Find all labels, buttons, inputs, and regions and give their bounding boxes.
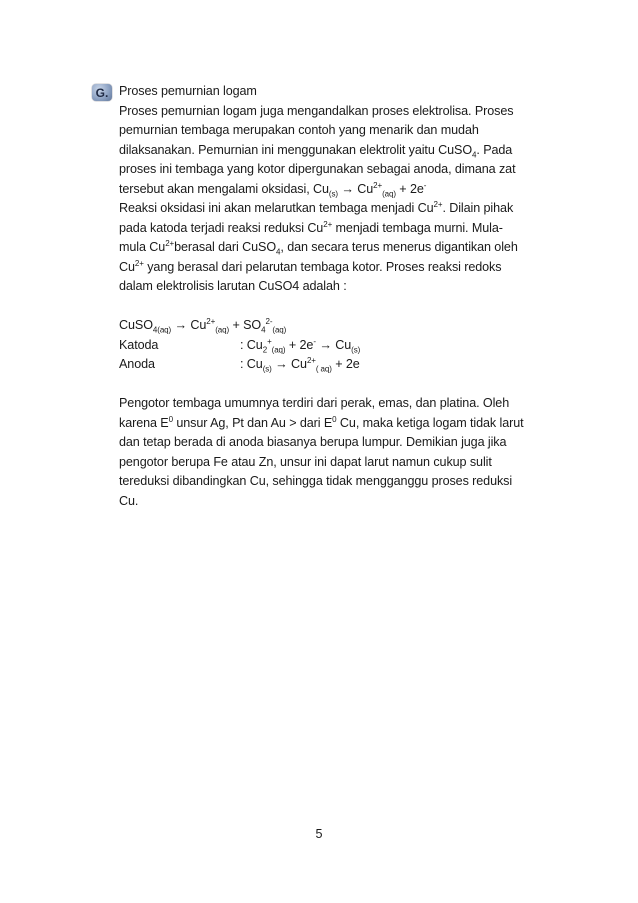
text: CuSO xyxy=(119,318,153,332)
superscript: - xyxy=(423,180,427,190)
anoda-label: Anoda xyxy=(119,357,155,371)
anoda-reaction xyxy=(240,355,360,375)
superscript: 2+ xyxy=(433,199,443,209)
paragraph-1-line-6 xyxy=(119,199,569,219)
text: pada katoda terjadi reaksi reduksi Cu xyxy=(119,220,324,235)
text: karena E xyxy=(119,415,169,430)
superscript: 2+ xyxy=(306,355,316,365)
text: + 2e xyxy=(285,337,314,352)
paragraph-1-line-4: proses ini tembaga yang kotor dipergunakan sebagai anoda, dimana zat xyxy=(119,162,516,176)
katoda-label: Katoda xyxy=(119,337,159,352)
superscript: 2+ xyxy=(373,180,383,190)
text: . Dilain pihak xyxy=(442,201,514,215)
text: tersebut akan mengalami oksidasi, Cu xyxy=(119,181,329,196)
paragraph-2-line-2 xyxy=(119,414,569,434)
paragraph-2-line-5: tereduksi dibandingkan Cu, sehingga tidak mengganggu proses reduksi xyxy=(119,474,513,488)
paragraph-1-line-3 xyxy=(119,141,569,161)
text: Reaksi oksidasi ini akan melarutkan tembaga menjadi Cu xyxy=(119,201,434,215)
text: : Cu xyxy=(240,357,263,371)
text: + 2e xyxy=(331,357,360,371)
subscript: ( aq) xyxy=(315,364,332,374)
spacer xyxy=(119,297,569,317)
text: menjadi tembaga murni. Mula- xyxy=(332,220,503,235)
paragraph-2-line-3: dan tetap berada di anoda biasanya berupa lumpur. Demikian juga jika xyxy=(119,435,507,449)
text: unsur Ag, Pt dan Au > dari E xyxy=(172,415,333,430)
equations-block xyxy=(119,316,569,375)
paragraph-1-line-8 xyxy=(119,238,569,258)
superscript: 2+ xyxy=(134,258,144,268)
paragraph-1-line-7 xyxy=(119,219,569,239)
subscript: 4 xyxy=(276,247,281,257)
text: , dan secara terus menerus digantikan oleh xyxy=(280,240,518,254)
superscript: 0 xyxy=(168,414,173,424)
subscript: 4 xyxy=(261,325,266,335)
section-content xyxy=(119,82,569,511)
text: + SO xyxy=(229,318,262,332)
text: dilaksanakan. Pemurnian ini menggunakan elektrolit yaitu CuSO xyxy=(119,142,473,157)
text: yang berasal dari pelarutan tembaga kotor. Proses reaksi redoks xyxy=(143,259,502,274)
paragraph-2-line-1: Pengotor tembaga umumnya terdiri dari perak, emas, dan platina. Oleh xyxy=(119,396,510,410)
page-number: 5 xyxy=(315,827,323,841)
text: . Pada xyxy=(476,142,513,157)
text: berasal dari CuSO xyxy=(174,240,277,254)
text: → Cu xyxy=(271,357,307,371)
spacer xyxy=(119,375,569,395)
overall-equation xyxy=(119,316,569,336)
paragraph-1-line-1: Proses pemurnian logam juga mengandalkan proses elektrolisa. Proses xyxy=(119,103,514,118)
anoda-equation xyxy=(119,355,569,375)
superscript: - xyxy=(313,336,316,346)
paragraph-1 xyxy=(119,102,569,297)
paragraph-1-line-5 xyxy=(119,180,569,200)
paragraph-1-line-2: pemurnian tembaga merupakan contoh yang menarik dan mudah xyxy=(119,123,479,137)
text: → Cu xyxy=(171,318,207,332)
text: mula Cu xyxy=(119,240,166,254)
paragraph-1-line-9 xyxy=(119,258,569,278)
paragraph-1-line-10: dalam elektrolisis larutan CuSO4 adalah : xyxy=(119,279,347,293)
superscript: + xyxy=(267,336,272,346)
subscript: 2 xyxy=(262,345,268,355)
section-badge xyxy=(92,84,112,101)
subscript: 4(aq) xyxy=(152,325,172,335)
paragraph-2-line-6: Cu. xyxy=(119,493,139,508)
text: : Cu xyxy=(240,337,263,352)
subscript: (aq) xyxy=(271,345,286,355)
subscript: (aq) xyxy=(215,325,230,335)
paragraph-2 xyxy=(119,394,569,511)
text: Cu xyxy=(119,259,135,274)
subscript: (s) xyxy=(351,345,361,355)
subscript: (aq) xyxy=(272,325,287,335)
subscript: (s) xyxy=(262,364,272,374)
section-badge-label: G. xyxy=(95,85,109,100)
paragraph-2-line-4: pengotor berupa Fe atau Zn, unsur ini dapat larut namun cukup sulit xyxy=(119,454,492,469)
superscript: 2+ xyxy=(206,316,216,326)
text: → Cu xyxy=(337,181,374,196)
subscript: (s) xyxy=(328,189,338,199)
superscript: 2+ xyxy=(323,219,333,229)
text: → Cu xyxy=(315,337,352,352)
superscript: 2+ xyxy=(165,238,175,248)
text: Cu, maka ketiga logam tidak larut xyxy=(336,415,524,430)
subscript: 4 xyxy=(472,150,477,160)
katoda-reaction xyxy=(240,336,360,356)
katoda-equation xyxy=(119,336,569,356)
subscript: (aq) xyxy=(382,189,396,199)
section-heading: Proses pemurnian logam xyxy=(119,84,257,98)
superscript: 2- xyxy=(265,316,273,326)
superscript: 0 xyxy=(332,414,337,424)
text: + 2e xyxy=(395,181,424,196)
